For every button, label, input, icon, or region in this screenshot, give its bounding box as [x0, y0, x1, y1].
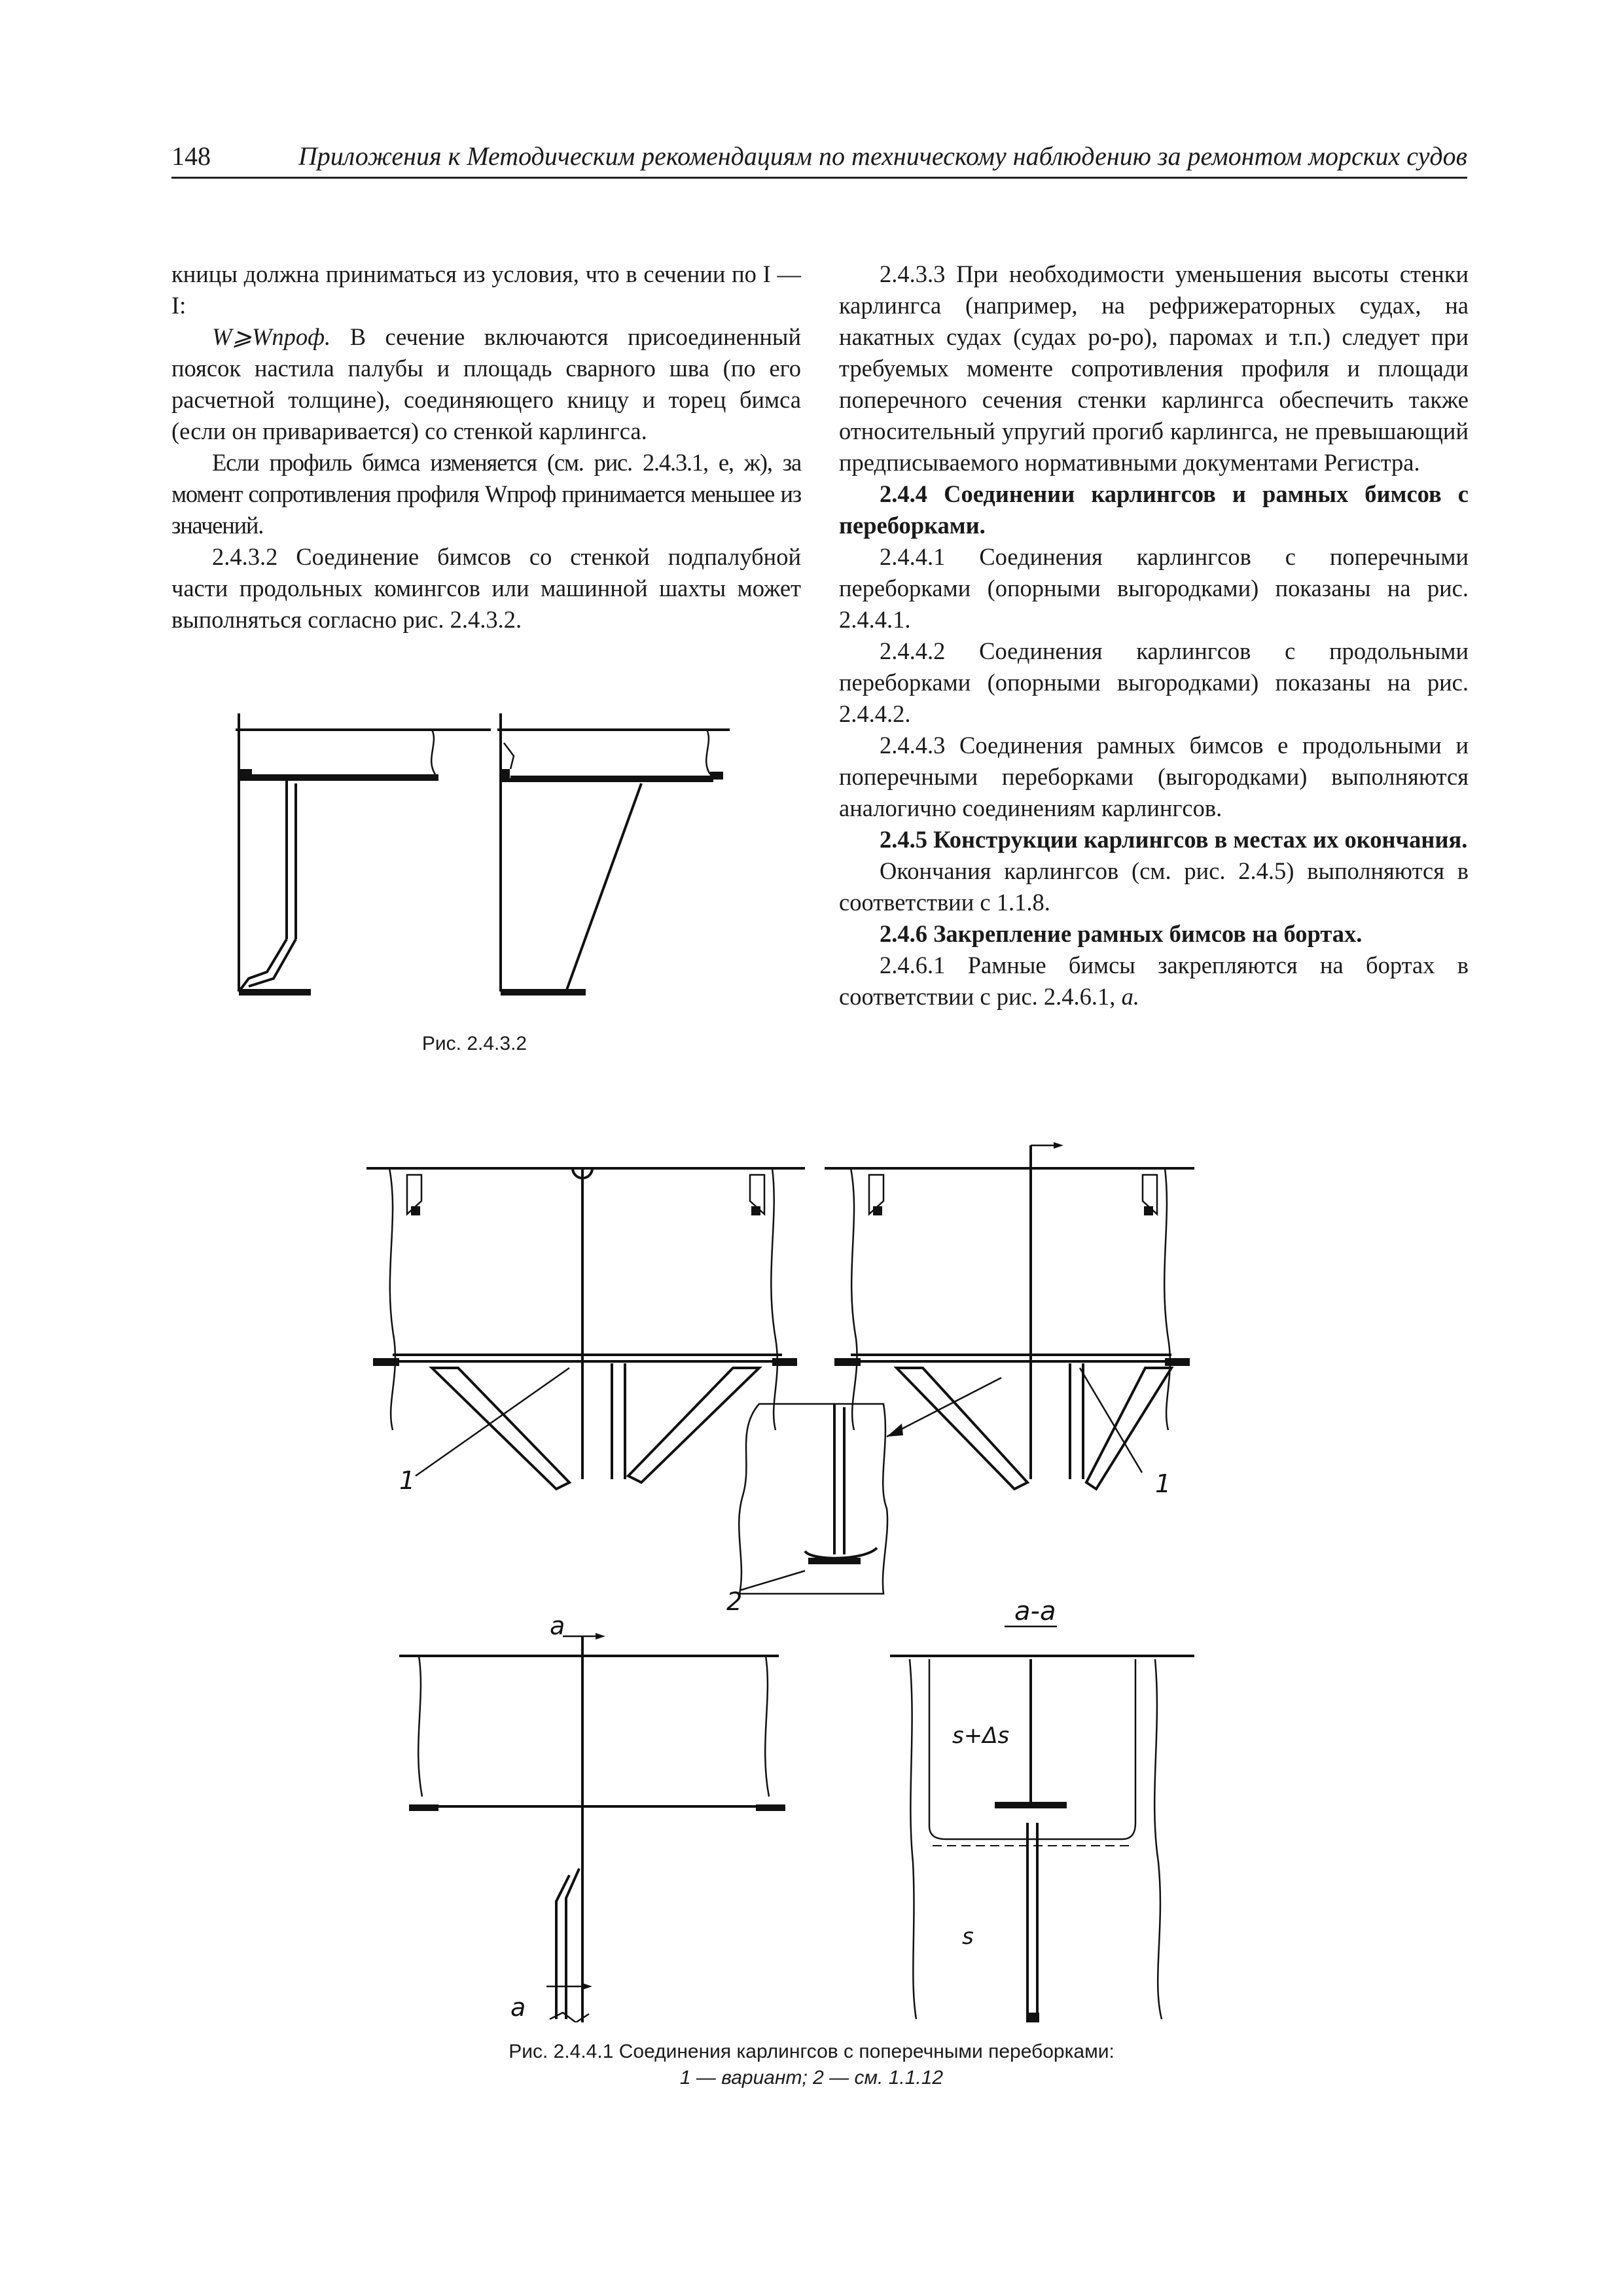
paragraph: Если профиль бимса изменяется (см. рис. 2.4.3.1, е, ж), за момент сопротивления профиля Wпроф принимается меньшее из значений.: [171, 449, 801, 539]
section-marked-view: [399, 1611, 785, 2022]
thickness-label-lower: s: [962, 1924, 974, 1950]
bracket-joint-right: [497, 713, 730, 996]
section-heading: 2.4.6 Закрепление рамных бимсов на бортах.: [880, 920, 1363, 947]
paragraph: 2.4.4.1 Соединения карлингсов с поперечными переборками (опорными выгородками) показаны на рис. 2.4.4.1.: [839, 543, 1469, 633]
section-number: 2.4.6.1: [880, 952, 946, 978]
section-mark-bottom: a: [510, 1993, 526, 2022]
figure-caption: Рис. 2.4.3.2: [421, 1033, 527, 1054]
paragraph: Окончания карлингсов (см. рис. 2.4.5) выполняются в соответствии с 1.1.8.: [839, 857, 1469, 916]
section-number: 2.4.3.2: [212, 543, 278, 570]
section-number: 2.4.3.3: [880, 260, 946, 287]
section-number: 2.4.4.1: [880, 543, 946, 570]
paragraph: 2.4.3.2 Соединение бимсов со стенкой подпалубной части продольных комингсов или машинной шахты может выполняться согласно рис. 2.4.3.2.: [171, 543, 801, 633]
figure-2-4-4-1-drawing: [353, 1142, 1198, 2022]
figure-caption: Рис. 2.4.4.1 Соединения карлингсов с поперечными переборками: 1 — вариант; 2 — см. 1.1.12: [508, 2041, 1115, 2089]
paragraph: 2.4.6.1 Рамные бимсы закрепляются на бортах в соответствии с рис. 2.4.6.1, а.: [839, 952, 1469, 1010]
paragraph: W⩾Wпроф. В сечение включаются присоединенный поясок настила палубы и площадь сварного шва (по его расчетной толщине), соединяющего кницу и торец бимса (если он приваривается) со стенкой карлингса.: [171, 323, 801, 444]
section-a-a-view: [890, 1596, 1194, 2022]
section-heading: 2.4.4 Соединении карлингсов и рамных бимсов с переборками.: [839, 480, 1469, 539]
detail-label-2: 2: [726, 1587, 743, 1616]
variant-label-right: 1: [1155, 1469, 1171, 1498]
section-number: 2.4.4.3: [880, 732, 946, 759]
running-title: Приложения к Методическим рекомендациям по техническому наблюдению за ремонтом морских судов: [298, 141, 1467, 171]
section-mark-top: a: [550, 1611, 565, 1640]
section-title: a-a: [1014, 1596, 1056, 1626]
paragraph: кницы должна приниматься из условия, что в сечении по I — I:: [171, 260, 801, 319]
bulkhead-view-right: [825, 1142, 1194, 1498]
running-header: [171, 143, 1467, 179]
section-number: 2.4.4.2: [880, 637, 946, 664]
bulkhead-view-left: [366, 1168, 805, 1495]
variant-label-left: 1: [399, 1466, 416, 1495]
formula: W⩾Wпроф.: [212, 323, 331, 350]
figure-2-4-3-2-drawing: [223, 704, 733, 1011]
paragraph: 2.4.3.3 При необходимости уменьшения высоты стенки карлингса (например, на рефрижераторных судах, на накатных судах (судах ро-ро), паромах и т.п.) следует при требуемых моменте сопротивления профиля и площади поперечного сечения стенки карлингса обеспечить также относительный упругий прогиб карлингса, не превышающий предписываемого нормативными документами Регистра.: [839, 260, 1469, 476]
paragraph: 2.4.4.3 Соединения рамных бимсов е продольными и поперечными переборками (выгородками) выполняются аналогично соединениям карлингсов.: [839, 732, 1469, 821]
bracket-joint-left: [236, 713, 491, 996]
right-column: [839, 259, 1469, 1013]
thickness-label-upper: s+Δs: [952, 1723, 1010, 1749]
detail-view-2: [726, 1378, 1001, 1616]
left-column: [171, 259, 801, 636]
section-heading: 2.4.5 Конструкции карлингсов в местах их окончания.: [880, 826, 1468, 853]
paragraph: 2.4.4.2 Соединения карлингсов с продольными переборками (опорными выгородками) показаны на рис. 2.4.4.2.: [839, 637, 1469, 727]
page-number: 148: [171, 141, 211, 171]
